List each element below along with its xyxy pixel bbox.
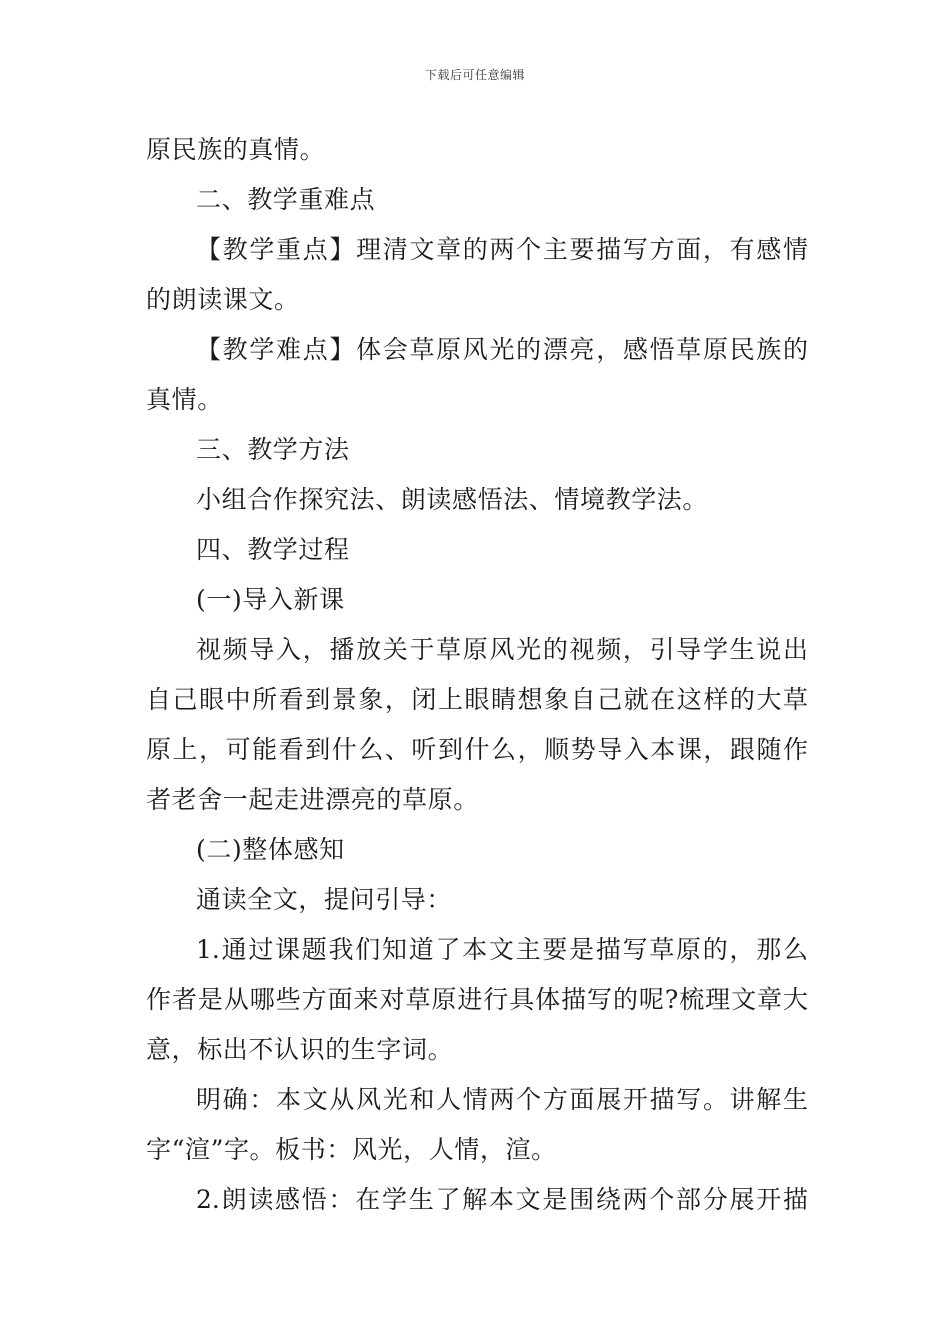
- text-line: 原上，可能看到什么、听到什么，顺势导入本课，跟随作: [146, 735, 808, 764]
- text-line: 视频导入，播放关于草原风光的视频，引导学生说出: [196, 635, 808, 664]
- text-line: 通读全文，提问引导：: [196, 885, 453, 914]
- text-line: 意，标出不认识的生字词。: [146, 1035, 454, 1064]
- text-line: 原民族的真情。: [146, 135, 326, 164]
- text-line: 1.通过课题我们知道了本文主要是描写草原的，那么: [196, 935, 808, 964]
- text-line: 小组合作探究法、朗读感悟法、情境教学法。: [196, 485, 709, 514]
- section-heading: 三、教学方法: [196, 435, 350, 464]
- section-heading: 二、教学重难点: [196, 185, 376, 214]
- document-body: [146, 125, 808, 1225]
- text-line: 自己眼中所看到景象，闭上眼睛想象自己就在这样的大草: [146, 685, 808, 714]
- text-line: 作者是从哪些方面来对草原进行具体描写的呢?梳理文章大: [146, 985, 808, 1014]
- text-line: 2.朗读感悟：在学生了解本文是围绕两个部分展开描: [196, 1185, 808, 1214]
- section-heading: 四、教学过程: [196, 535, 350, 564]
- text-line: 真情。: [146, 385, 223, 414]
- subsection-heading: (二)整体感知: [196, 835, 345, 864]
- text-line: 【教学重点】理清文章的两个主要描写方面，有感情: [196, 235, 808, 264]
- page-header: 下载后可任意编辑: [424, 68, 525, 82]
- text-line: 字“渲”字。板书：风光，人情，渲。: [146, 1135, 557, 1164]
- subsection-heading: (一)导入新课: [196, 585, 345, 614]
- text-line: 【教学难点】体会草原风光的漂亮，感悟草原民族的: [196, 335, 808, 364]
- text-line: 明确：本文从风光和人情两个方面展开描写。讲解生: [196, 1085, 808, 1114]
- text-line: 者老舍一起走进漂亮的草原。: [146, 785, 479, 814]
- text-line: 的朗读课文。: [146, 285, 300, 314]
